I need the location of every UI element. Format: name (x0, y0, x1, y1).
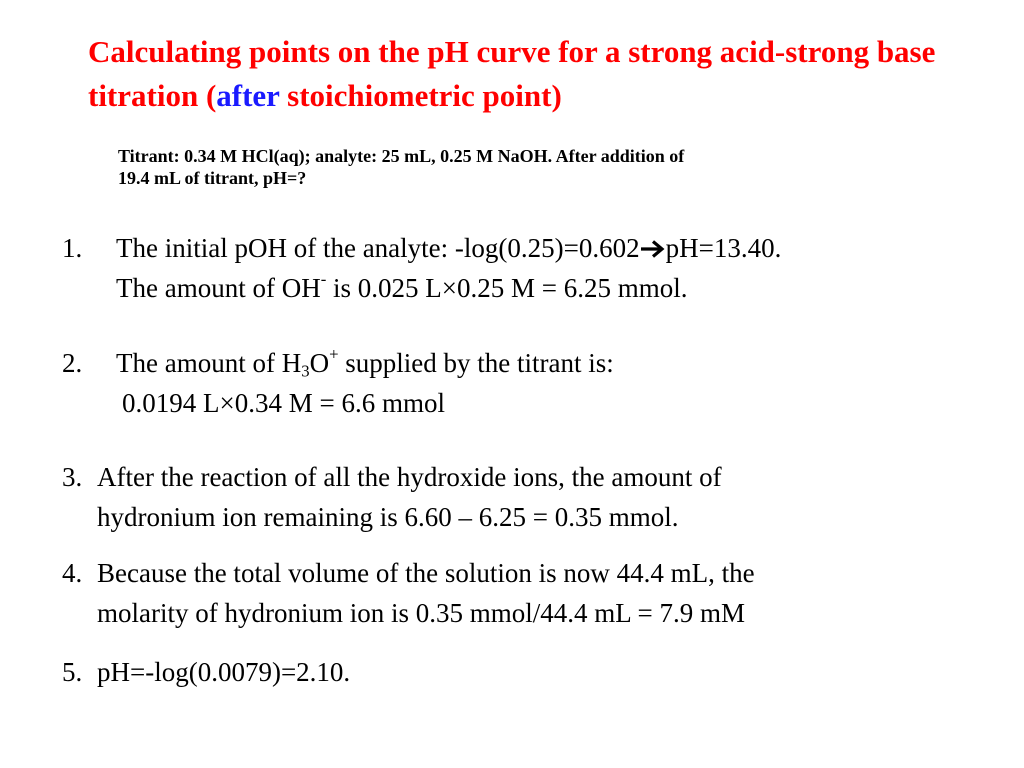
title-part1: Calculating points on the pH curve for a strong acid-strong base titration ( (88, 34, 936, 113)
step-2 (62, 343, 1002, 425)
step-3 (62, 457, 1002, 539)
step-4-line1: Because the total volume of the solution is now 44.4 mL, the (97, 558, 755, 588)
step-3-line1: After the reaction of all the hydroxide ions, the amount of (97, 462, 722, 492)
step-2-line1-text-c: supplied by the titrant is: (338, 348, 614, 378)
slide-title (88, 30, 1008, 118)
step-5 (62, 652, 1002, 694)
times-symbol: × (219, 388, 235, 418)
step-2-line1-text-a: The amount of H (116, 348, 302, 378)
step-1 (62, 228, 1002, 310)
step-2-h3o-charge: + (329, 344, 339, 364)
step-3-number: 3. (62, 462, 83, 492)
step-1-line1 (116, 228, 781, 268)
step-1-number: 1. (62, 233, 83, 263)
title-accent-after: after (216, 78, 280, 113)
step-1-oh-charge: - (320, 269, 327, 289)
step-1-line1-text: The initial pOH of the analyte: -log(0.25)=0.602 (116, 233, 640, 263)
step-2-line2-text-b: 0.34 M = 6.6 mmol (234, 388, 445, 418)
step-5-number: 5. (62, 657, 83, 687)
times-symbol: × (441, 273, 458, 303)
step-2-line2-text-a: 0.0194 L (122, 388, 220, 418)
right-arrow-icon (640, 239, 666, 259)
step-4 (62, 553, 1002, 635)
step-3-line2: hydronium ion remaining is 6.60 – 6.25 = 0.35 mmol. (97, 502, 679, 532)
step-1-line2-text-b: is 0.025 L (326, 273, 442, 303)
step-2-line2 (122, 383, 445, 423)
step-2-number: 2. (62, 348, 83, 378)
step-1-line2-text-c: 0.25 M = 6.25 mmol. (457, 273, 688, 303)
step-1-ph-result: pH=13.40. (665, 233, 782, 263)
step-2-h3-subscript: 3 (301, 361, 310, 381)
step-2-line1-text-b: O (309, 348, 330, 378)
step-1-line2-text-a: The amount of OH (116, 273, 321, 303)
step-1-line2 (116, 268, 688, 308)
problem-statement-line2: 19.4 mL of titrant, pH=? (118, 168, 307, 188)
step-5-line1: pH=-log(0.0079)=2.10. (97, 657, 351, 687)
title-part2: stoichiometric point) (279, 78, 562, 113)
step-4-number: 4. (62, 558, 83, 588)
step-2-line1 (116, 343, 614, 383)
problem-statement-line1: Titrant: 0.34 M HCl(aq); analyte: 25 mL, 0.25 M NaOH. After addition of (118, 146, 685, 166)
step-4-line2: molarity of hydronium ion is 0.35 mmol/44.4 mL = 7.9 mM (97, 598, 745, 628)
problem-statement (118, 145, 958, 189)
